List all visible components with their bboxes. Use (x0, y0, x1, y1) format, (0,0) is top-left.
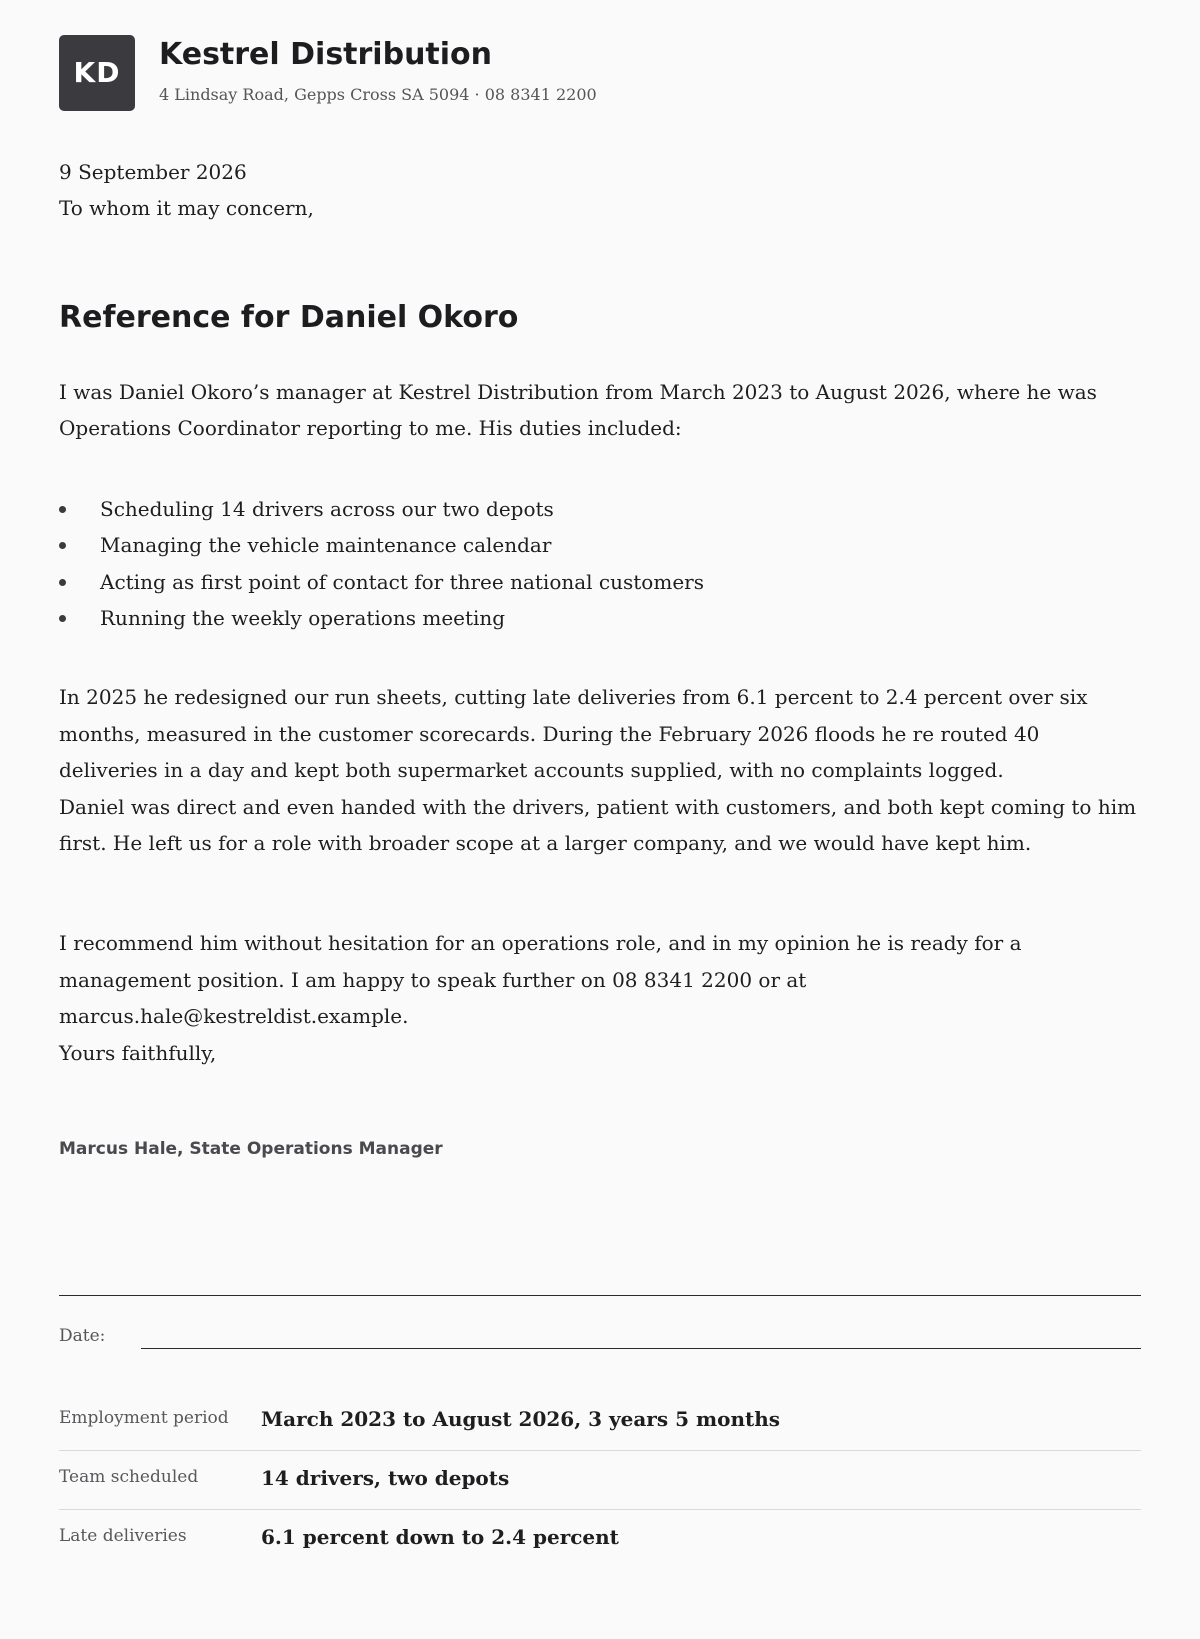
salutation: To whom it may concern, (59, 196, 314, 220)
company-name: Kestrel Distribution (159, 37, 493, 72)
summary-label: Team scheduled (59, 1467, 199, 1487)
bullet-icon (59, 615, 66, 622)
summary-label: Employment period (59, 1408, 229, 1428)
duty-item (59, 491, 1141, 527)
duty-item (59, 527, 1141, 563)
recommendation-paragraph: I recommend him without hesitation for an operations role, and in my opinion he is ready for a management position. I am happy to speak further on 08 8341 2200 or at marcus.hale@kestreldist.example. (59, 931, 1022, 1029)
signature-date-row (59, 1320, 1141, 1350)
duty-item (59, 600, 1141, 636)
signature-line (59, 1295, 1141, 1296)
duties-list (59, 491, 1141, 637)
summary-value: March 2023 to August 2026, 3 years 5 months (261, 1407, 781, 1431)
summary-row (59, 1392, 1141, 1451)
bullet-icon (59, 506, 66, 513)
duty-text: Running the weekly operations meeting (100, 606, 506, 631)
letter-date: 9 September 2026 (59, 160, 247, 184)
achievements-paragraph: In 2025 he redesigned our run sheets, cutting late deliveries from 6.1 percent to 2.4 percent over six months, measured in the customer scorecards. During the February 2026 floods he re routed 40 deliveries in a day and kept both supermarket accounts supplied, with no complaints logged. (59, 685, 1088, 783)
duty-text: Acting as first point of contact for three national customers (100, 569, 704, 594)
intro-paragraph: I was Daniel Okoro’s manager at Kestrel Distribution from March 2023 to August 2026, where he was Operations Coordinator reporting to me. His duties included: (59, 380, 1097, 441)
summary-row (59, 1510, 1141, 1568)
character-paragraph: Daniel was direct and even handed with the drivers, patient with customers, and both kept coming to him first. He left us for a role with broader scope at a larger company, and we would have kept him. (59, 794, 1137, 856)
signoff: Yours faithfully, (59, 1040, 217, 1065)
duty-item (59, 564, 1141, 600)
signatory-name: Marcus Hale, State Operations Manager (59, 1139, 443, 1160)
letterhead (59, 0, 1141, 150)
company-logo: KD (59, 35, 135, 111)
summary-value: 6.1 percent down to 2.4 percent (261, 1525, 619, 1549)
bullet-icon (59, 579, 66, 586)
summary-value: 14 drivers, two depots (261, 1466, 510, 1490)
company-contact-line: 4 Lindsay Road, Gepps Cross SA 5094 · 08 8341 2200 (159, 85, 597, 104)
date-field-line (141, 1348, 1141, 1349)
summary-label: Late deliveries (59, 1526, 187, 1546)
letter-subject: Reference for Daniel Okoro (59, 300, 519, 335)
duty-text: Managing the vehicle maintenance calendar (100, 533, 552, 558)
summary-row (59, 1451, 1141, 1510)
duty-text: Scheduling 14 drivers across our two depots (100, 496, 554, 521)
date-label: Date: (59, 1326, 106, 1346)
bullet-icon (59, 542, 66, 549)
summary-table (59, 1392, 1141, 1568)
